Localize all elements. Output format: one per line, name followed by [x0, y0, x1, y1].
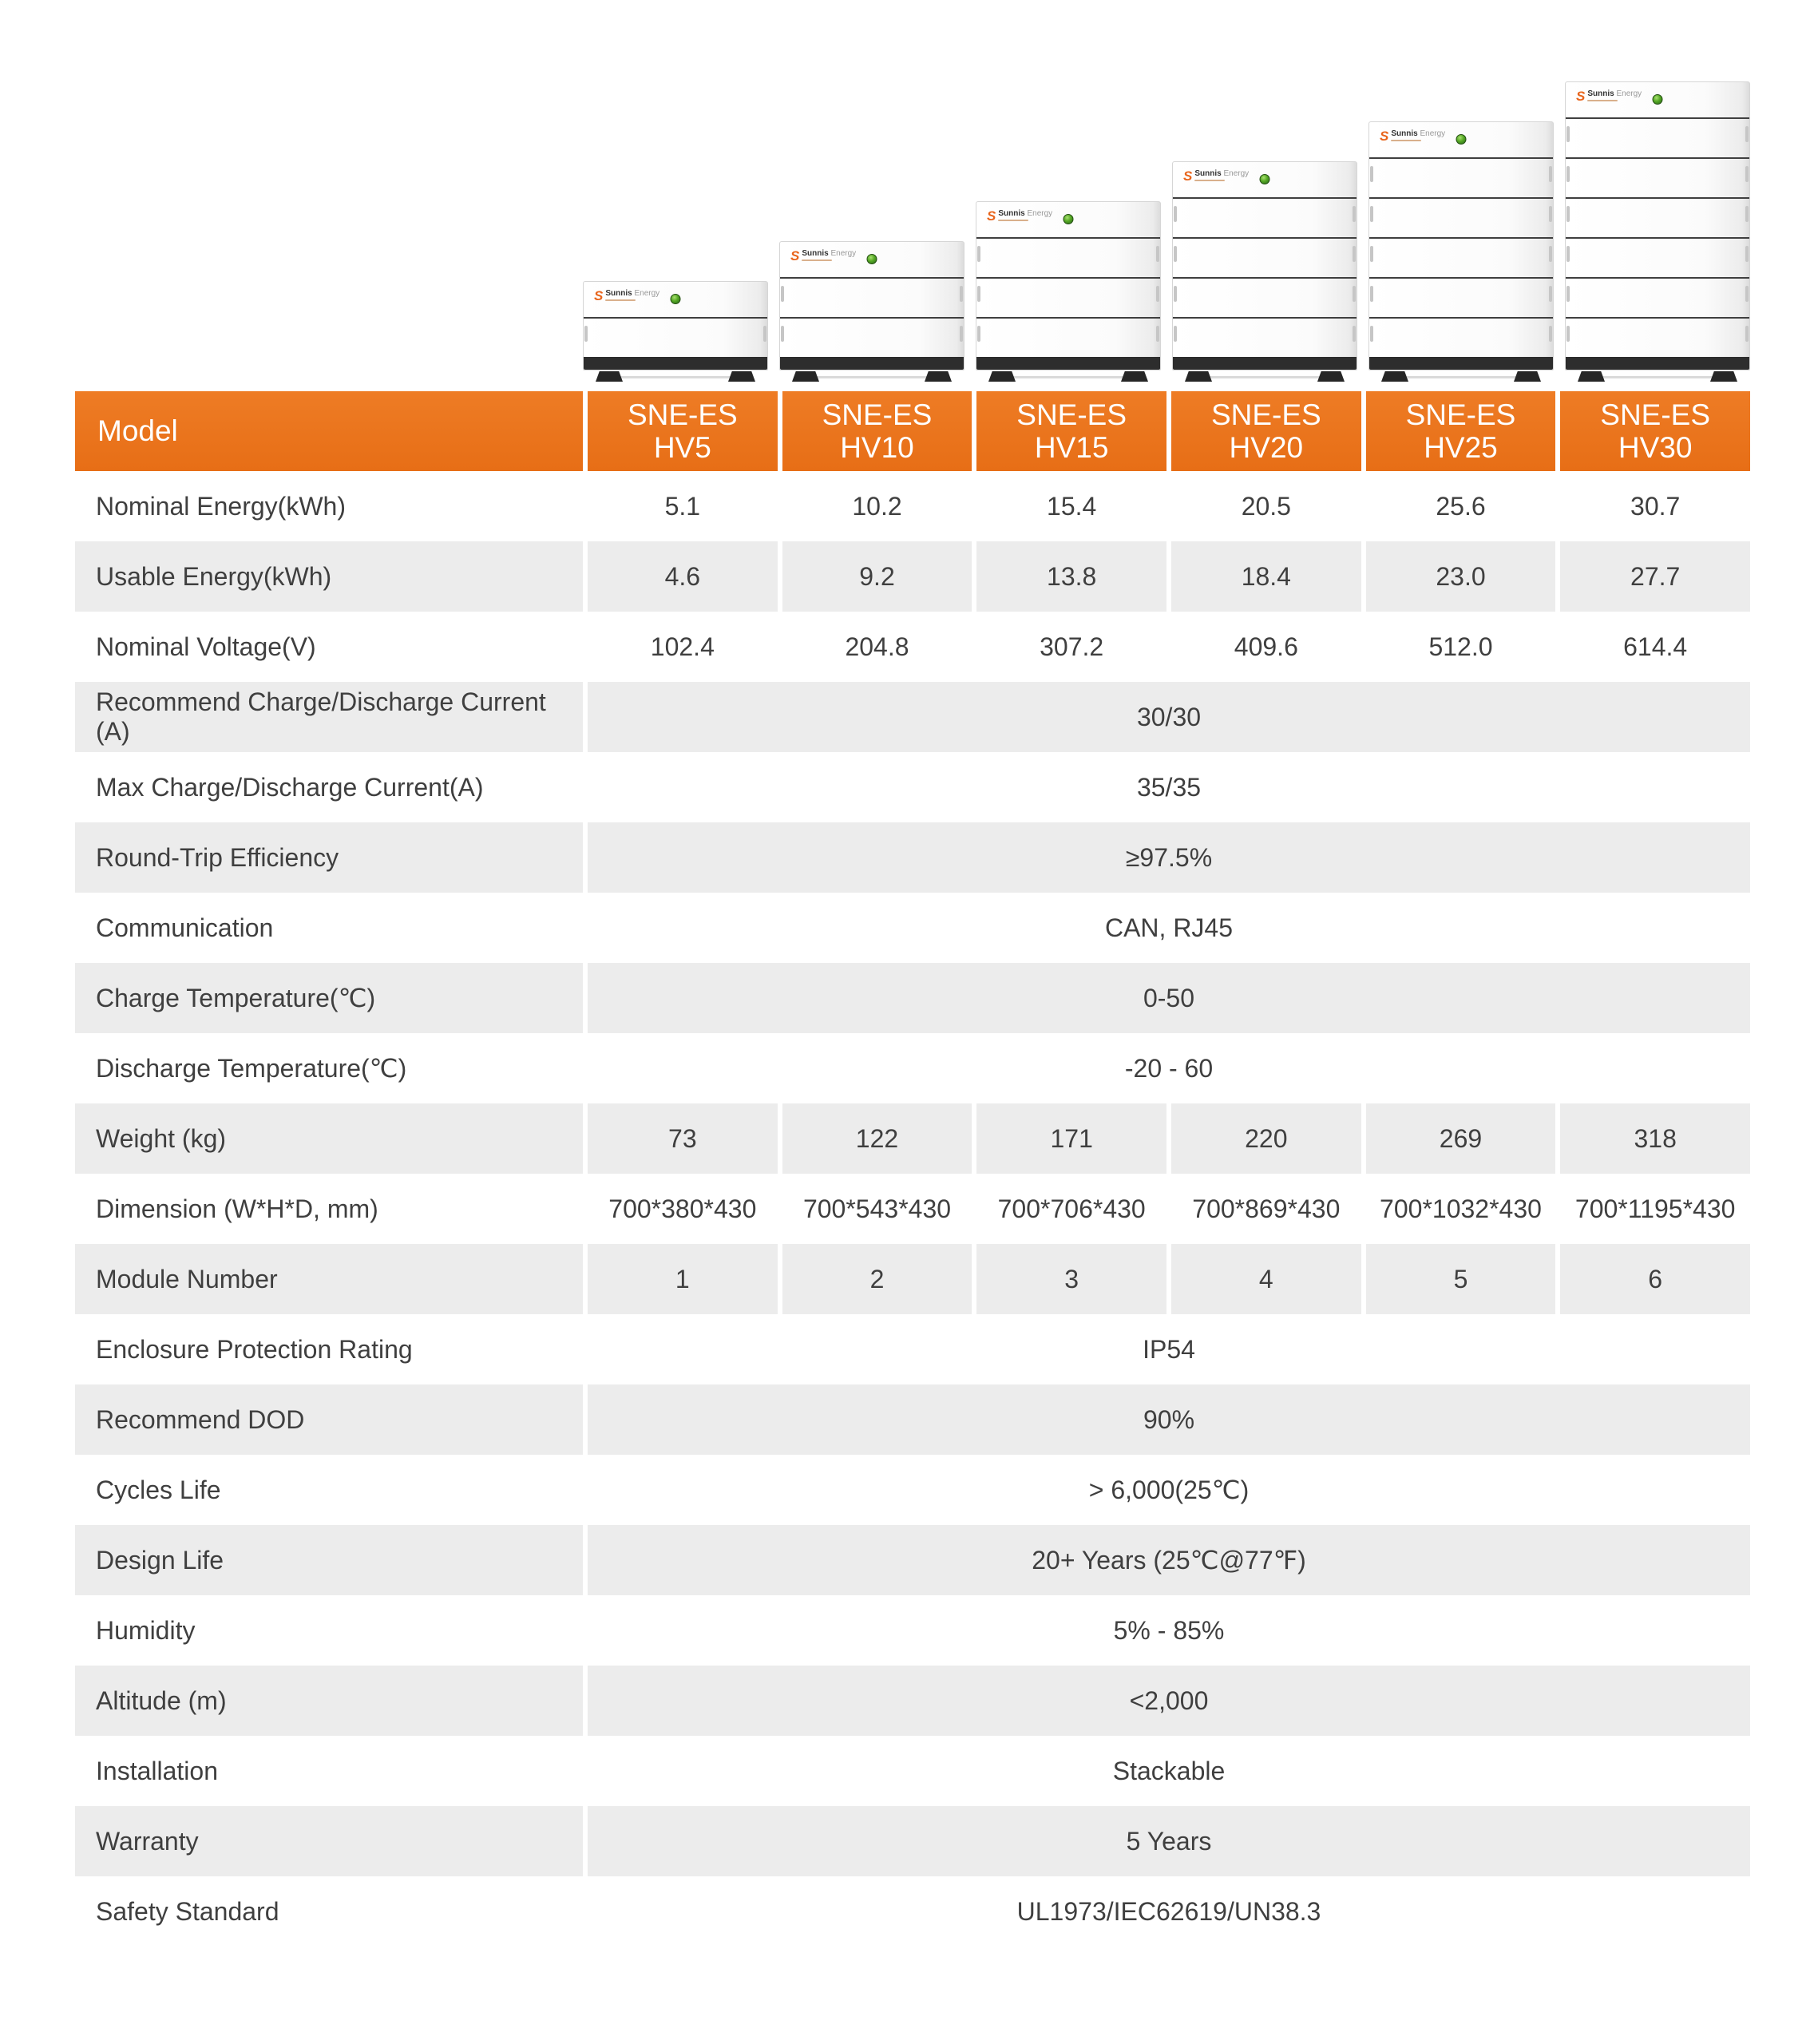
brand-words	[1587, 89, 1642, 98]
merged-value: ≥97.5%	[588, 822, 1750, 893]
merged-value: 30/30	[588, 682, 1750, 752]
brand-name-bold: Sunnis	[1194, 169, 1224, 178]
unit-logo-section	[976, 202, 1160, 237]
table-row	[75, 752, 1750, 822]
spec-table	[75, 391, 1750, 1947]
unit-foot	[1578, 371, 1605, 382]
battery-module	[1566, 197, 1749, 237]
cell-value: 6	[1560, 1244, 1750, 1314]
row-label: Weight (kg)	[75, 1103, 583, 1174]
table-row	[75, 682, 1750, 752]
product-unit	[1172, 161, 1357, 382]
unit-logo-section	[1173, 162, 1357, 197]
brand-text	[605, 289, 659, 301]
brand-words	[802, 249, 856, 258]
battery-module	[1566, 237, 1749, 277]
led-indicator	[1063, 214, 1074, 224]
row-label: Recommend Charge/Discharge Current (A)	[75, 682, 583, 752]
cell-value: 307.2	[1040, 632, 1104, 661]
column-header-line2: HV25	[1424, 431, 1498, 464]
row-label: Altitude (m)	[75, 1666, 583, 1736]
cell-value: 614.4	[1623, 632, 1688, 661]
unit-foot	[1381, 371, 1408, 382]
model-header-label: Model	[97, 414, 178, 448]
column-header-line2: HV10	[840, 431, 914, 464]
brand-s-icon: S	[1380, 129, 1389, 144]
brand-s-icon: S	[790, 248, 800, 263]
unit-feet	[976, 370, 1161, 382]
battery-module	[1173, 317, 1357, 357]
table-row	[75, 1595, 1750, 1666]
table-row	[75, 1174, 1750, 1244]
unit-base	[780, 357, 964, 370]
table-row	[75, 1876, 1750, 1947]
unit-logo-section	[1369, 122, 1553, 157]
unit-logo-section	[780, 242, 964, 277]
brand-text	[1194, 169, 1249, 181]
cell-value: 25.6	[1436, 491, 1486, 521]
battery-module	[1566, 157, 1749, 197]
unit-foot	[1514, 371, 1541, 382]
brand-words	[605, 289, 659, 298]
cell-value: 700*706*430	[997, 1194, 1146, 1223]
row-label: Discharge Temperature(℃)	[96, 1054, 407, 1083]
unit-logo-section	[1566, 82, 1749, 117]
table-row	[75, 541, 1750, 612]
battery-module	[976, 237, 1160, 277]
battery-module	[1369, 237, 1553, 277]
led-indicator	[1653, 94, 1663, 105]
unit-body	[1368, 121, 1554, 370]
row-label: Installation	[96, 1756, 218, 1785]
cell-value: 700*1195*430	[1574, 1194, 1736, 1223]
row-label: Cycles Life	[96, 1475, 221, 1504]
column-header	[1171, 391, 1361, 471]
unit-base	[1566, 357, 1749, 370]
column-header	[1560, 391, 1750, 471]
brand-name-light: Energy	[634, 289, 660, 298]
brand-name-bold: Sunnis	[998, 209, 1028, 218]
cell-value: 27.7	[1560, 541, 1750, 612]
merged-value: > 6,000(25℃)	[1088, 1476, 1250, 1504]
brand-text	[998, 209, 1052, 221]
cell-value: 20.5	[1241, 491, 1291, 521]
led-indicator	[1260, 174, 1270, 184]
merged-value: 0-50	[588, 963, 1750, 1033]
brand-tagline-bar	[802, 259, 832, 261]
row-label: Round-Trip Efficiency	[75, 822, 583, 893]
cell-value: 73	[588, 1103, 778, 1174]
row-label: Nominal Voltage(V)	[96, 632, 316, 661]
brand-text	[1587, 89, 1642, 101]
row-label: Dimension (W*H*D, mm)	[96, 1194, 378, 1223]
unit-foot	[988, 371, 1016, 382]
merged-value: 20+ Years (25℃@77℉)	[588, 1525, 1750, 1595]
unit-foot	[792, 371, 819, 382]
row-label: Usable Energy(kWh)	[75, 541, 583, 612]
battery-module	[780, 317, 964, 357]
row-label: Communication	[96, 913, 274, 942]
row-label: Design Life	[75, 1525, 583, 1595]
brand-name-bold: Sunnis	[1391, 129, 1420, 138]
brand-words	[1391, 129, 1445, 138]
column-header-line2: HV30	[1618, 431, 1693, 464]
table-row	[75, 1525, 1750, 1595]
battery-module	[1173, 277, 1357, 317]
column-header-line1: SNE-ES	[1210, 398, 1321, 431]
merged-value: 5% - 85%	[1113, 1615, 1225, 1645]
merged-value: UL1973/IEC62619/UN38.3	[1016, 1896, 1321, 1926]
cell-value: 102.4	[650, 632, 715, 661]
battery-module	[1173, 197, 1357, 237]
battery-module	[1369, 317, 1553, 357]
unit-rail	[1587, 376, 1728, 378]
battery-module	[976, 317, 1160, 357]
cell-value: 409.6	[1234, 632, 1298, 661]
merged-value: 5 Years	[588, 1806, 1750, 1876]
battery-module	[1369, 157, 1553, 197]
unit-base	[584, 357, 767, 370]
brand-text	[802, 249, 856, 261]
unit-foot	[1185, 371, 1212, 382]
unit-body	[779, 241, 964, 370]
row-label: Enclosure Protection Rating	[96, 1334, 413, 1364]
brand-logo	[1380, 129, 1445, 143]
merged-value: -20 - 60	[1124, 1053, 1214, 1083]
cell-value: 512.0	[1428, 632, 1493, 661]
row-label: Humidity	[96, 1615, 196, 1645]
brand-logo	[1576, 89, 1642, 103]
cell-value: 700*380*430	[608, 1194, 757, 1223]
table-body	[75, 471, 1750, 1947]
row-label: Safety Standard	[96, 1896, 279, 1926]
table-row	[75, 1806, 1750, 1876]
table-row	[75, 471, 1750, 541]
cell-value: 4.6	[588, 541, 778, 612]
brand-logo	[790, 249, 856, 263]
unit-body	[583, 281, 768, 370]
merged-value: <2,000	[588, 1666, 1750, 1736]
cell-value: 15.4	[1047, 491, 1097, 521]
table-row	[75, 1244, 1750, 1314]
brand-name-bold: Sunnis	[1587, 89, 1617, 98]
table-row	[75, 1384, 1750, 1455]
merged-value: 90%	[588, 1384, 1750, 1455]
brand-tagline-bar	[1194, 180, 1225, 181]
cell-value: 318	[1560, 1103, 1750, 1174]
cell-value: 9.2	[782, 541, 972, 612]
table-row	[75, 1103, 1750, 1174]
row-label: Module Number	[75, 1244, 583, 1314]
unit-foot	[1121, 371, 1148, 382]
product-unit	[779, 241, 964, 382]
cell-value: 1	[588, 1244, 778, 1314]
unit-feet	[583, 370, 768, 382]
cell-value: 4	[1171, 1244, 1361, 1314]
unit-base	[1369, 357, 1553, 370]
battery-module	[780, 277, 964, 317]
battery-module	[1173, 237, 1357, 277]
brand-s-icon: S	[987, 208, 996, 224]
table-row	[75, 1736, 1750, 1806]
row-label: Nominal Energy(kWh)	[96, 491, 346, 521]
merged-value: Stackable	[1112, 1756, 1226, 1785]
column-header	[1366, 391, 1556, 471]
unit-foot	[728, 371, 755, 382]
unit-base	[1173, 357, 1357, 370]
merged-value: IP54	[1143, 1334, 1195, 1364]
unit-feet	[1368, 370, 1554, 382]
brand-logo	[987, 209, 1052, 223]
model-header-cell	[75, 391, 583, 471]
product-unit	[976, 201, 1161, 382]
unit-rail	[605, 376, 746, 378]
brand-s-icon: S	[1183, 168, 1193, 184]
product-unit	[583, 281, 768, 382]
row-label: Recommend DOD	[75, 1384, 583, 1455]
unit-foot	[596, 371, 623, 382]
unit-rail	[998, 376, 1139, 378]
column-header-line2: HV15	[1034, 431, 1109, 464]
brand-logo	[1183, 169, 1249, 183]
brand-name-bold: Sunnis	[802, 249, 831, 258]
brand-name-light: Energy	[1223, 169, 1250, 178]
unit-foot	[1710, 371, 1737, 382]
column-header-line1: SNE-ES	[1016, 398, 1127, 431]
battery-module	[1566, 317, 1749, 357]
led-indicator	[867, 254, 877, 264]
unit-base	[976, 357, 1160, 370]
unit-foot	[1317, 371, 1345, 382]
cell-value: 700*869*430	[1192, 1194, 1341, 1223]
cell-value: 204.8	[845, 632, 909, 661]
unit-rail	[1194, 376, 1335, 378]
column-header	[782, 391, 972, 471]
product-units	[583, 0, 1750, 382]
brand-name-light: Energy	[1027, 209, 1053, 218]
battery-module	[1369, 197, 1553, 237]
table-row	[75, 1455, 1750, 1525]
table-row	[75, 1666, 1750, 1736]
brand-s-icon: S	[1576, 89, 1586, 104]
unit-foot	[925, 371, 952, 382]
unit-body	[1565, 81, 1750, 370]
brand-name-bold: Sunnis	[605, 289, 635, 298]
cell-value: 220	[1171, 1103, 1361, 1174]
battery-module	[1369, 277, 1553, 317]
column-header-line1: SNE-ES	[1405, 398, 1516, 431]
unit-feet	[1172, 370, 1357, 382]
row-label: Max Charge/Discharge Current(A)	[96, 772, 484, 802]
unit-body	[1172, 161, 1357, 370]
brand-s-icon: S	[594, 288, 604, 303]
cell-value: 10.2	[852, 491, 902, 521]
cell-value: 269	[1366, 1103, 1556, 1174]
row-label: Warranty	[75, 1806, 583, 1876]
battery-module	[1566, 117, 1749, 157]
merged-value: 35/35	[1136, 772, 1202, 802]
cell-value: 2	[782, 1244, 972, 1314]
table-row	[75, 1314, 1750, 1384]
column-header-line1: SNE-ES	[1600, 398, 1711, 431]
cell-value: 3	[976, 1244, 1166, 1314]
cell-value: 30.7	[1630, 491, 1681, 521]
brand-name-light: Energy	[830, 249, 857, 258]
table-row	[75, 893, 1750, 963]
unit-logo-section	[584, 282, 767, 317]
cell-value: 171	[976, 1103, 1166, 1174]
product-unit	[1565, 81, 1750, 382]
brand-words	[998, 209, 1052, 218]
unit-feet	[779, 370, 964, 382]
table-row	[75, 822, 1750, 893]
cell-value: 23.0	[1366, 541, 1556, 612]
brand-text	[1391, 129, 1445, 141]
brand-name-light: Energy	[1616, 89, 1642, 98]
column-header-line1: SNE-ES	[627, 398, 738, 431]
cell-value: 5.1	[664, 491, 701, 521]
led-indicator	[1456, 134, 1467, 145]
cell-value: 18.4	[1171, 541, 1361, 612]
row-label: Charge Temperature(℃)	[75, 963, 583, 1033]
table-row	[75, 612, 1750, 682]
cell-value: 13.8	[976, 541, 1166, 612]
unit-rail	[802, 376, 942, 378]
cell-value: 700*1032*430	[1380, 1194, 1542, 1223]
table-row	[75, 963, 1750, 1033]
cell-value: 5	[1366, 1244, 1556, 1314]
brand-tagline-bar	[1587, 100, 1618, 101]
brand-name-light: Energy	[1420, 129, 1446, 138]
brand-tagline-bar	[1391, 140, 1421, 141]
battery-module	[976, 277, 1160, 317]
battery-module	[1566, 277, 1749, 317]
unit-feet	[1565, 370, 1750, 382]
column-header	[976, 391, 1166, 471]
brand-tagline-bar	[998, 220, 1028, 221]
brand-words	[1194, 169, 1249, 178]
column-header-line2: HV20	[1229, 431, 1304, 464]
unit-rail	[1391, 376, 1531, 378]
table-header-row	[75, 391, 1750, 471]
brand-logo	[594, 289, 659, 303]
led-indicator	[671, 294, 681, 304]
brand-tagline-bar	[605, 299, 636, 301]
product-unit	[1368, 121, 1554, 382]
table-row	[75, 1033, 1750, 1103]
cell-value: 122	[782, 1103, 972, 1174]
column-header	[588, 391, 778, 471]
column-header-line1: SNE-ES	[822, 398, 933, 431]
battery-module	[584, 317, 767, 357]
column-header-line2: HV5	[653, 431, 711, 464]
merged-value: CAN, RJ45	[1104, 913, 1234, 942]
unit-body	[976, 201, 1161, 370]
cell-value: 700*543*430	[802, 1194, 952, 1223]
